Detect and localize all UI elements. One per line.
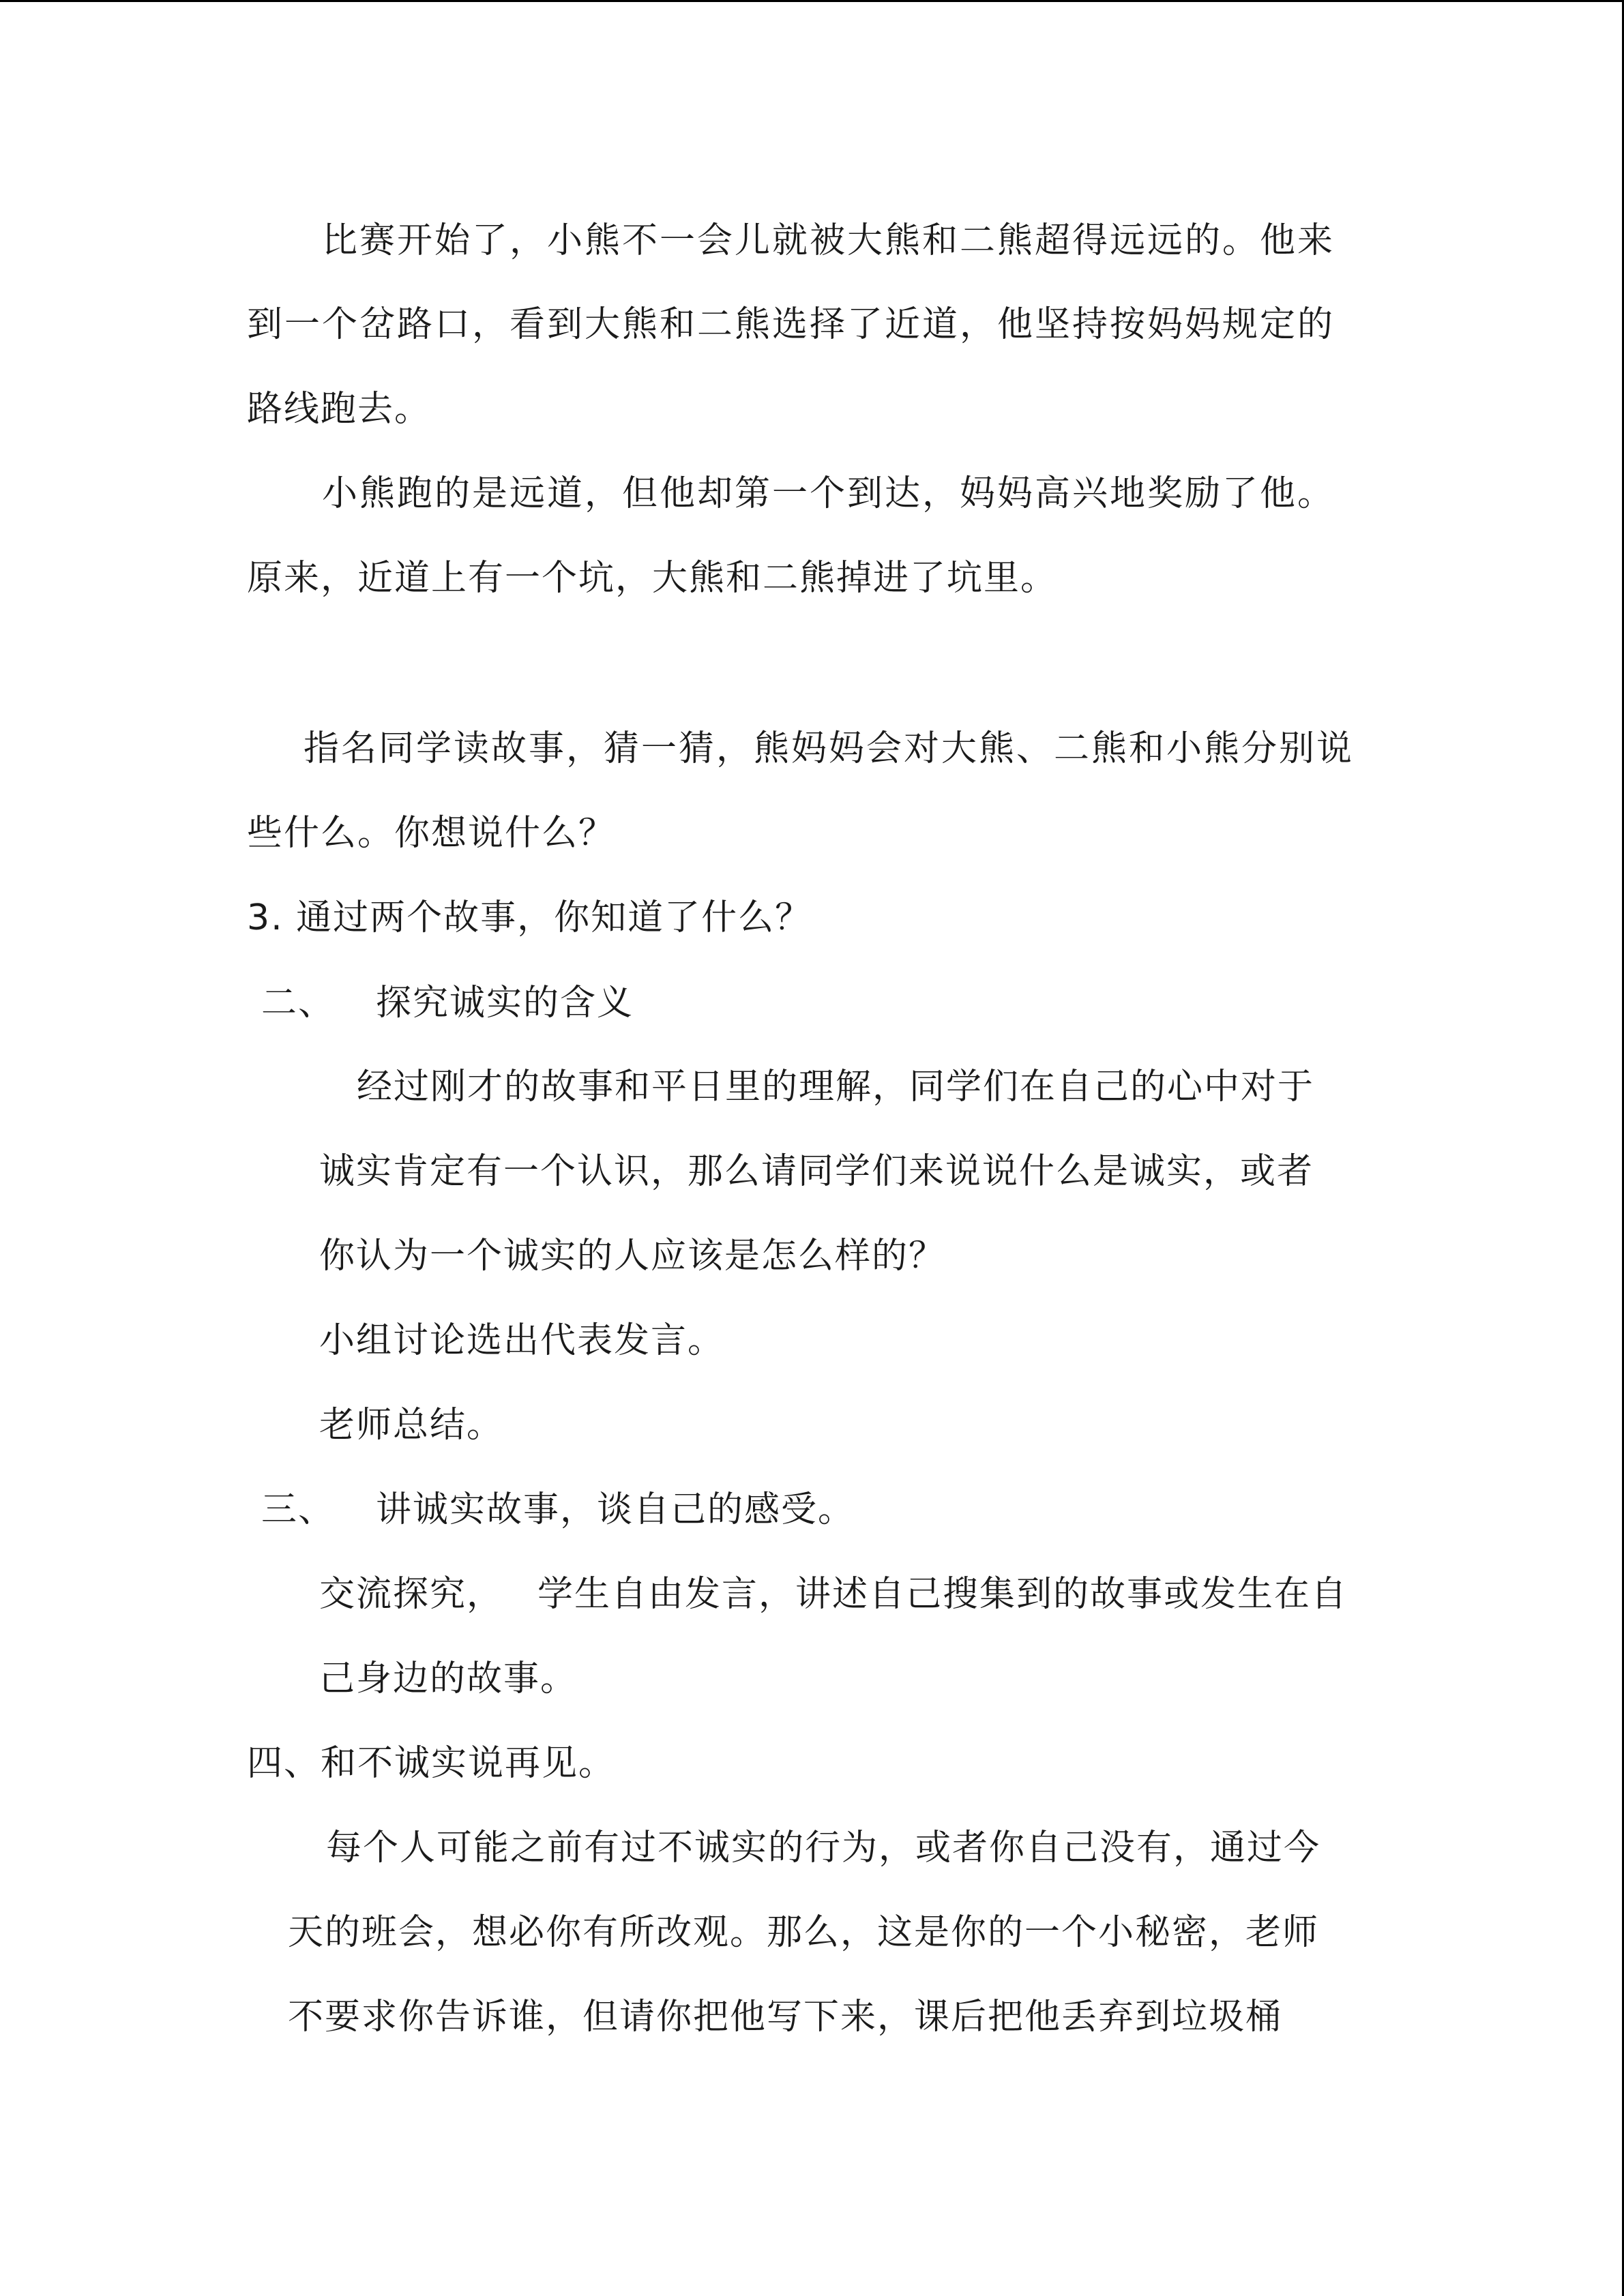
section-3-line-1-label: 交流探究， (319, 1574, 504, 1615)
section-4-heading: 四、和不诚实说再见。 (247, 1743, 616, 1784)
section-2-title: 探究诚实的含义 (376, 983, 634, 1024)
story-paragraph-1-line-1: 比赛开始了，小熊不一会儿就被大熊和二熊超得远远的。他来 (322, 220, 1335, 261)
section-2-line-2: 诚实肯定有一个认识，那么请同学们来说说什么是诚实，或者 (319, 1151, 1314, 1192)
section-3-line-2: 己身边的故事。 (319, 1658, 578, 1699)
section-2-line-5: 老师总结。 (319, 1405, 504, 1446)
activity-item-3: 3. 通过两个故事，你知道了什么？ (247, 897, 812, 938)
section-3-line-1-text: 学生自由发言，讲述自己搜集到的故事或发生在自 (537, 1574, 1348, 1615)
story-paragraph-2-line-1: 小熊跑的是远道，但他却第一个到达，妈妈高兴地奖励了他。 (322, 473, 1335, 514)
page-top-border (0, 0, 1624, 2)
section-3-line-1 (319, 1572, 1348, 1616)
section-3-heading (261, 1488, 855, 1532)
section-2-line-4: 小组讨论选出代表发言。 (319, 1320, 725, 1361)
section-2-heading (261, 981, 634, 1025)
section-2-line-1: 经过刚才的故事和平日里的理解，同学们在自己的心中对于 (357, 1067, 1315, 1107)
section-3-title: 讲诚实故事，谈自己的感受。 (376, 1489, 855, 1530)
activity-line-2: 些什么。你想说什么？ (247, 813, 616, 854)
activity-line-1: 指名同学读故事，猜一猜，熊妈妈会对大熊、二熊和小熊分别说 (304, 728, 1355, 769)
section-4-line-1: 每个人可能之前有过不诚实的行为，或者你自己没有，通过今 (326, 1828, 1321, 1868)
section-3-number: 三、 (261, 1489, 336, 1530)
story-paragraph-2-line-2: 原来，近道上有一个坑，大熊和二熊掉进了坑里。 (247, 558, 1058, 599)
story-paragraph-1-line-2: 到一个岔路口，看到大熊和二熊选择了近道，他坚持按妈妈规定的 (247, 304, 1335, 345)
section-4-line-3: 不要求你告诉谁，但请你把他写下来，课后把他丢弃到垃圾桶 (288, 1997, 1283, 2038)
story-paragraph-1-line-3: 路线跑去。 (247, 389, 432, 430)
section-4-line-2: 天的班会，想必你有所改观。那么，这是你的一个小秘密，老师 (288, 1912, 1320, 1953)
section-2-line-3: 你认为一个诚实的人应该是怎么样的？ (319, 1236, 946, 1277)
section-2-number: 二、 (261, 983, 336, 1024)
